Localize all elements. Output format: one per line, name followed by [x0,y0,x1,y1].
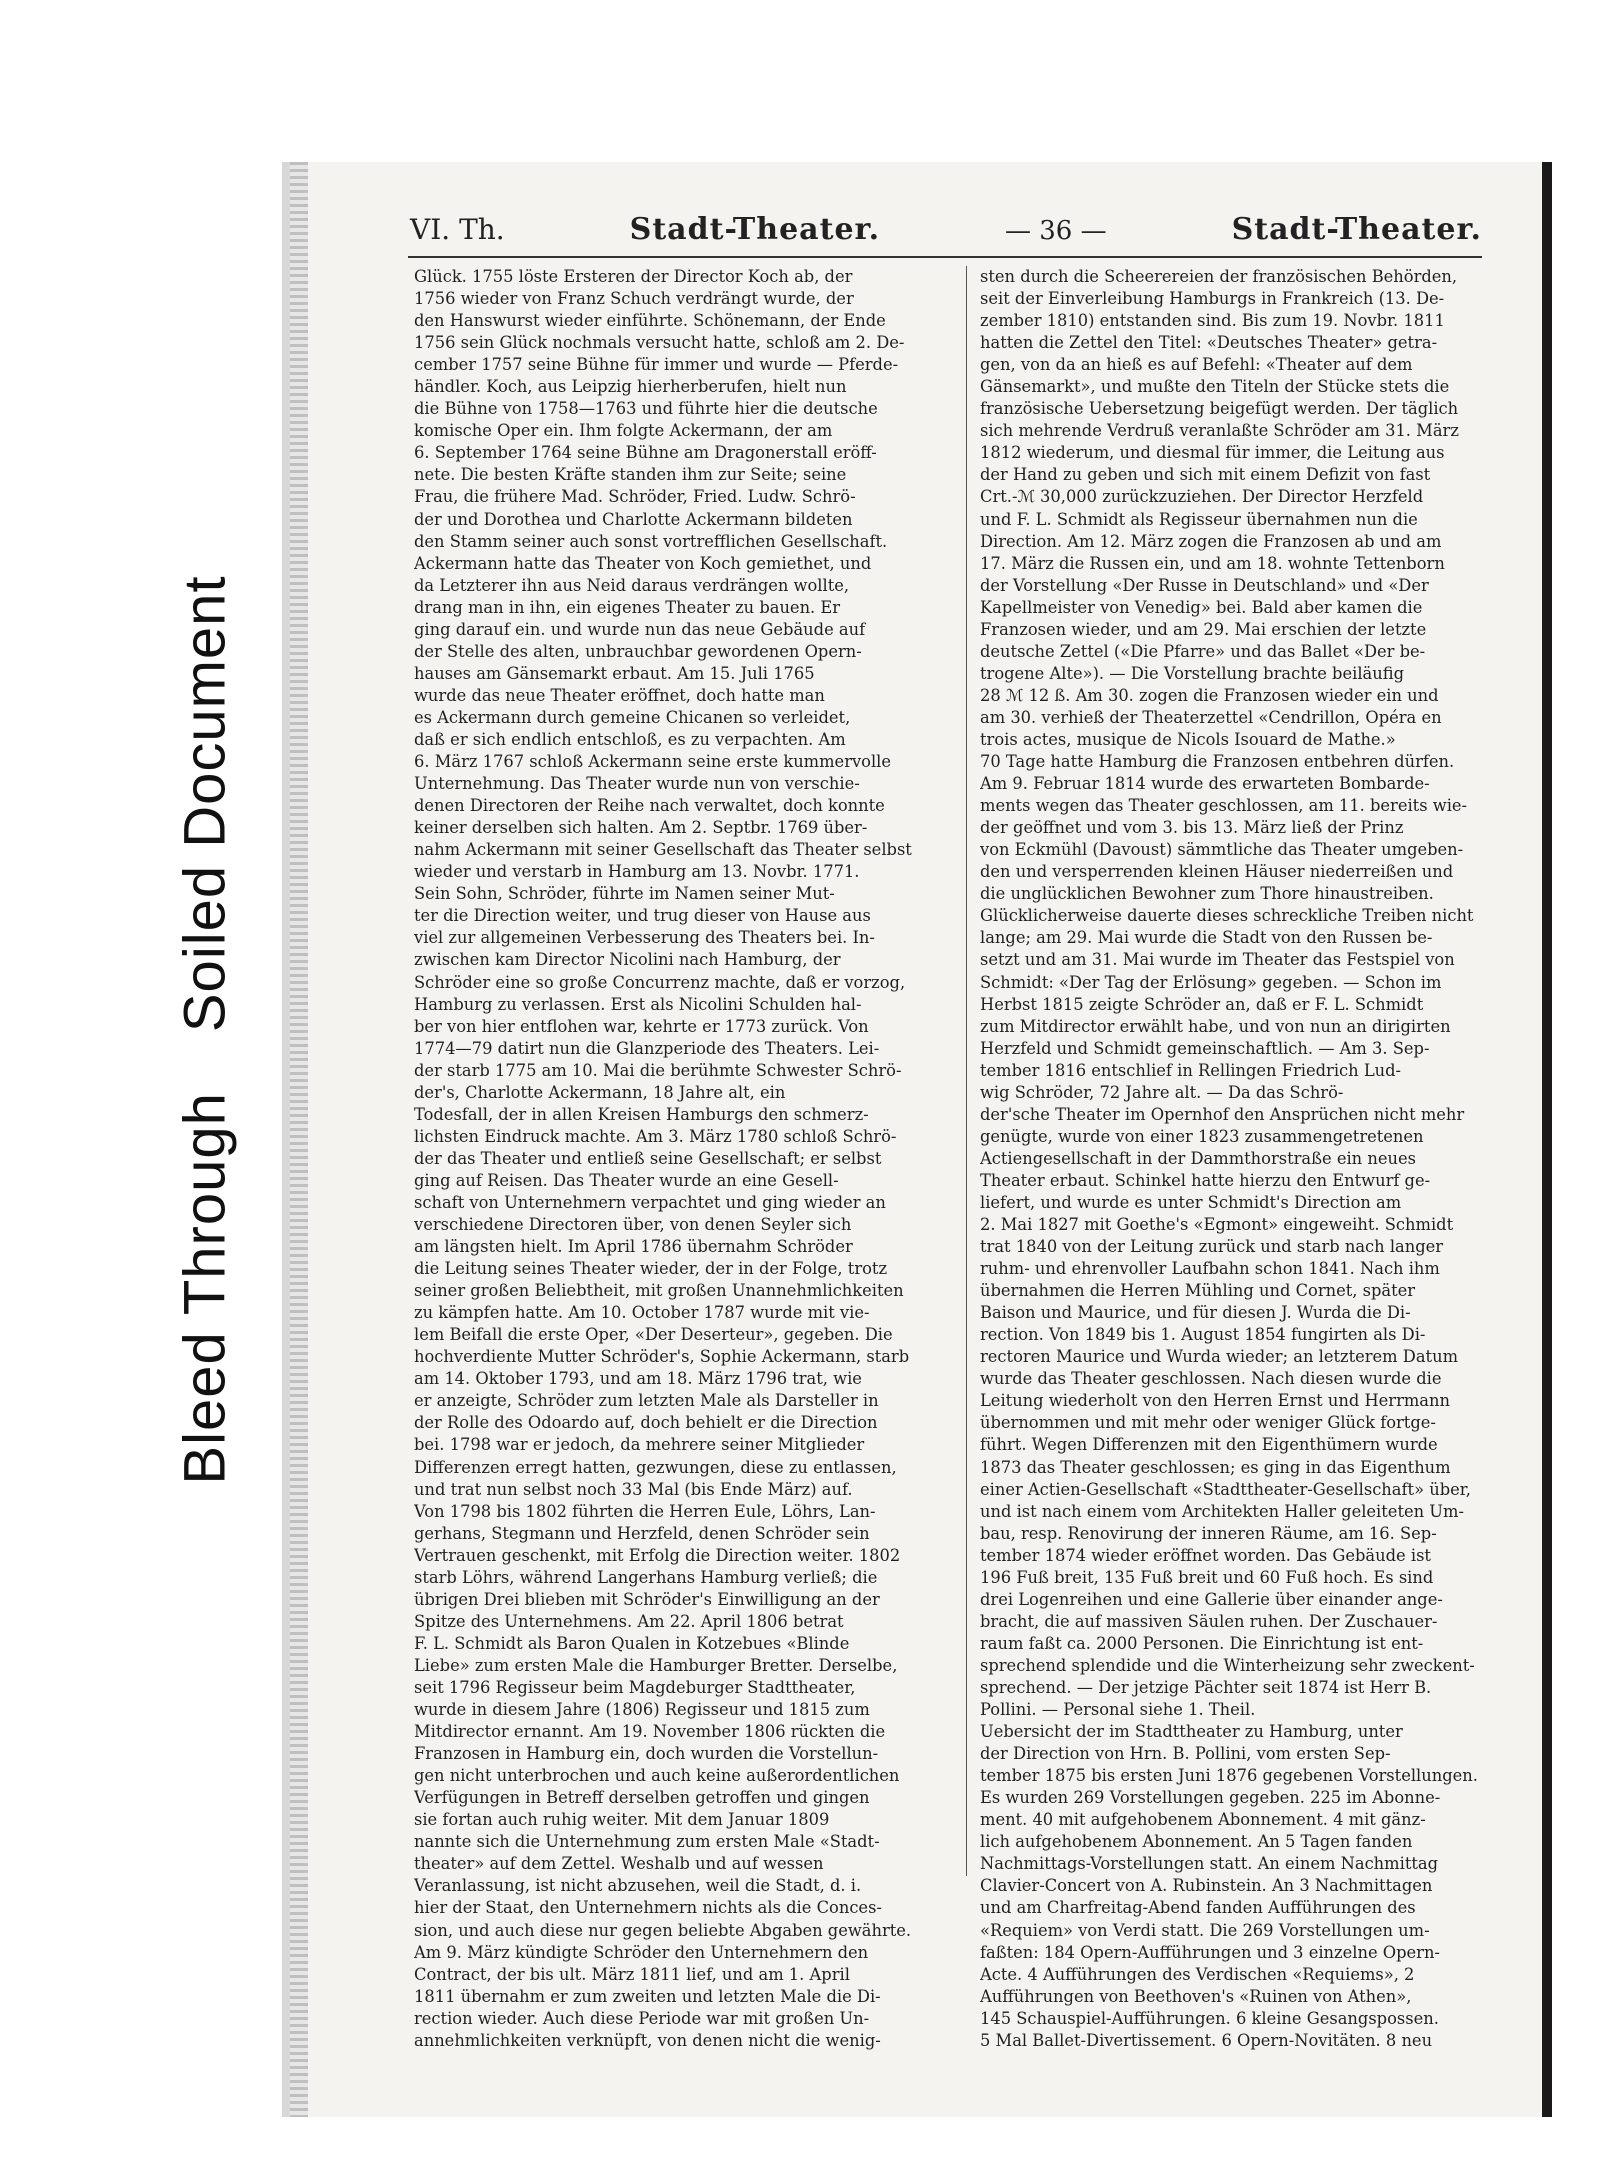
text-line: übernommen und mit mehr oder weniger Glück fortge- [980,1413,1436,1433]
text-line: gen nicht unterbrochen und auch keine außerordentlichen [414,1766,900,1786]
text-line: Am 9. März kündigte Schröder den Unternehmern den [414,1942,869,1962]
text-line: zwischen kam Director Nicolini nach Hamburg, der [414,950,841,970]
text-line: 1774—79 datirt nun die Glanzperiode des Theaters. Lei- [414,1038,880,1058]
text-line: Acte. 4 Aufführungen des Verdischen «Requiems», 2 [980,1964,1415,1984]
text-line: 1756 sein Glück nochmals versucht hatte, schloß am 2. De- [414,333,905,353]
text-line: Glücklicherweise dauerte dieses schreckliche Treiben nicht [980,906,1474,926]
text-line: Von 1798 bis 1802 führten die Herren Eule, Löhrs, Lan- [414,1501,876,1521]
text-line: Schmidt: «Der Tag der Erlösung» gegeben. — Schon im [980,972,1442,992]
text-line: den Stamm seiner auch sonst vortrefflichen Gesellschaft. [414,531,888,551]
text-line: Frau, die frühere Mad. Schröder, Fried. Ludw. Schrö- [414,487,856,507]
text-line: seit der Einverleibung Hamburgs in Frankreich (13. De- [980,289,1445,309]
text-line: daß er sich endlich entschloß, es zu verpachten. Am [414,729,846,749]
text-line: Clavier-Concert von A. Rubinstein. An 3 Nachmittagen [980,1876,1433,1896]
text-line: zum Mitdirector erwählt habe, und von nun an dirigirten [980,1016,1451,1036]
text-line: 1756 wieder von Franz Schuch verdrängt wurde, der [414,289,854,309]
text-line: der geöffnet und vom 3. bis 13. März ließ der Prinz [980,818,1404,838]
text-line: am längsten hielt. Im April 1786 übernahm Schröder [414,1237,853,1257]
text-line: führt. Wegen Differenzen mit den Eigenthümern wurde [980,1435,1438,1455]
text-line: lich aufgehobenem Abonnement. An 5 Tagen fanden [980,1832,1413,1852]
text-line: schaft von Unternehmern verpachtet und ging wieder an [414,1192,886,1212]
text-line: Differenzen erregt hatten, gezwungen, diese zu entlassen, [414,1457,897,1477]
text-line: ging darauf ein. und wurde nun das neue Gebäude auf [414,619,866,639]
page-number: — 36 — [1005,216,1107,246]
text-line: sten durch die Scheerereien der französischen Behörden, [980,267,1458,286]
running-title-left: Stadt-Theater. [629,212,881,247]
text-line: Es wurden 269 Vorstellungen gegeben. 225 im Abonne- [980,1788,1441,1808]
text-line: «Requiem» von Verdi statt. Die 269 Vorstellungen um- [980,1920,1430,1940]
text-line: rectoren Maurice und Wurda wieder; an letzterem Datum [980,1347,1459,1367]
scanned-page [282,162,1552,2117]
text-column-right [980,266,1528,2052]
text-line: Baison und Maurice, und für diesen J. Wurda die Di- [980,1303,1411,1323]
text-line: Unternehmung. Das Theater wurde nun von verschie- [414,774,860,794]
text-line: der Vorstellung «Der Russe in Deutschland» und «Der [980,575,1429,595]
text-line: da Letzterer ihn aus Neid daraus verdrängen wollte, [414,575,850,595]
text-line: hatten die Zettel den Titel: «Deutsches Theater» getra- [980,333,1438,353]
stamp-label [172,575,239,1484]
text-line: sion, und auch diese nur gegen beliebte Abgaben gewährte. [414,1920,912,1940]
text-line: wig Schröder, 72 Jahre alt. — Da das Schrö- [980,1082,1344,1102]
text-line: verschiedene Directoren über, von denen Seyler sich [414,1215,852,1235]
text-line: die unglücklichen Bewohner zum Thore hinaustreiben. [980,884,1434,904]
text-line: Todesfall, der in allen Kreisen Hamburgs den schmerz- [414,1104,869,1124]
text-line: deutsche Zettel («Die Pfarre» und das Ballet «Der be- [980,641,1426,661]
text-line: am 14. Oktober 1793, und am 18. März 1796 trat, wie [414,1369,862,1389]
text-line: 1812 wiederum, und diesmal für immer, die Leitung aus [980,443,1445,463]
text-line: ging auf Reisen. Das Theater wurde an eine Gesell- [414,1170,839,1190]
text-line: und am Charfreitag-Abend fanden Aufführungen des [980,1898,1416,1918]
text-line: lange; am 29. Mai wurde die Stadt von den Russen be- [980,928,1433,948]
text-line: der Direction von Hrn. B. Pollini, vom ersten Sep- [980,1744,1391,1764]
text-line: ment. 40 mit aufgehobenem Abonnement. 4 mit gänz- [980,1810,1426,1830]
text-line: faßten: 184 Opern-Aufführungen und 3 einzelne Opern- [980,1942,1440,1962]
text-line: der Stelle des alten, unbrauchbar gewordenen Opern- [414,641,862,661]
header-rule [408,256,1482,258]
text-line: hochverdiente Mutter Schröder's, Sophie Ackermann, starb [414,1347,910,1367]
text-line: Am 9. Februar 1814 wurde des erwarteten Bombarde- [980,774,1430,794]
text-line: Liebe» zum ersten Male die Hamburger Bretter. Derselbe, [414,1655,898,1675]
text-line: der das Theater und entließ seine Gesellschaft; er selbst [414,1148,882,1168]
text-line: ments wegen das Theater geschlossen, am 11. bereits wie- [980,796,1468,816]
text-line: denen Directoren der Reihe nach verwaltet, doch konnte [414,796,885,816]
text-line: theater» auf dem Zettel. Weshalb und auf wessen [414,1854,824,1874]
text-line: seiner großen Beliebtheit, mit großen Unannehmlichkeiten [414,1281,904,1301]
text-line: Mitdirector ernannt. Am 19. November 1806 rückten die [414,1722,886,1742]
text-line: und ist nach einem vom Architekten Haller geleiteten Um- [980,1501,1464,1521]
text-line: Schröder eine so große Concurrenz machte, daß er vorzog, [414,972,906,992]
text-line: wurde das neue Theater eröffnet, doch hatte man [414,685,825,705]
text-line: der und Dorothea und Charlotte Ackermann bildeten [414,509,853,529]
stamp-soiled-document: Soiled Document [172,575,238,1033]
text-line: Franzosen wieder, und am 29. Mai erschien der letzte [980,619,1427,639]
page-header [410,212,1482,252]
text-line: annehmlichkeiten verknüpft, von denen nicht die wenig- [414,2030,881,2050]
text-line: starb Löhrs, während Langerhans Hamburg verließ; die [414,1567,878,1587]
running-title-right: Stadt-Theater. [1231,212,1482,247]
text-line: und F. L. Schmidt als Regisseur übernahmen nun die [980,509,1418,529]
text-line: drei Logenreihen und eine Gallerie über einander ange- [980,1589,1443,1609]
text-line: ter die Direction weiter, und trug dieser von Hause aus [414,906,871,926]
text-line: Verfügungen in Betreff derselben getroffen und gingen [414,1788,870,1808]
text-line: Sein Sohn, Schröder, führte im Namen seiner Mut- [414,884,835,904]
text-line: von Eckmühl (Davoust) sämmtliche das Theater umgeben- [980,840,1464,860]
text-line: zember 1810) entstanden sind. Bis zum 19. Novbr. 1811 [980,311,1445,331]
text-line: Ackermann hatte das Theater von Koch gemiethet, und [414,553,872,573]
text-line: rection wieder. Auch diese Periode war mit großen Un- [414,2008,870,2028]
text-line: übrigen Drei blieben mit Schröder's Einwilligung an der [414,1589,880,1609]
text-line: nahm Ackermann mit seiner Gesellschaft das Theater selbst [414,840,912,860]
text-line: die Bühne von 1758—1763 und führte hier die deutsche [414,399,878,419]
text-line: Spitze des Unternehmens. Am 22. April 1806 betrat [414,1611,844,1631]
text-line: komische Oper ein. Ihm folgte Ackermann, der am [414,421,833,441]
text-line: rection. Von 1849 bis 1. August 1854 fungirten als Di- [980,1325,1426,1345]
text-line: der Rolle des Odoardo auf, doch behielt er die Direction [414,1413,878,1433]
text-line: Uebersicht der im Stadttheater zu Hamburg, unter [980,1722,1403,1742]
text-line: französische Uebersetzung beigefügt werden. Der täglich [980,399,1459,419]
text-line: seit 1796 Regisseur beim Magdeburger Stadttheater, [414,1678,856,1697]
text-line: übernahmen die Herren Mühling und Cornet, später [980,1281,1416,1301]
text-line: bei. 1798 war er jedoch, da mehrere seiner Mitglieder [414,1435,865,1455]
text-line: trois actes, musique de Nicols Isouard de Mathe.» [980,729,1396,749]
text-line: gen, von da an hieß es auf Befehl: «Theater auf dem [980,355,1413,375]
text-line: bau, resp. Renovirung der inneren Räume, am 16. Sep- [980,1523,1437,1543]
text-line: Direction. Am 12. März zogen die Franzosen ab und am [980,531,1442,551]
text-line: Gänsemarkt», und mußte den Titeln der Stücke stets die [980,377,1450,397]
text-line: F. L. Schmidt als Baron Qualen in Kotzebues «Blinde [414,1633,850,1653]
section-label: VI. Th. [410,213,505,246]
text-line: einer Actien-Gesellschaft «Stadttheater-Gesellschaft» über, [980,1479,1471,1499]
text-line: bracht, die auf massiven Säulen ruhen. Der Zuschauer- [980,1611,1438,1631]
text-line: 5 Mal Ballet-Divertissement. 6 Opern-Novitäten. 8 neu [980,2030,1433,2050]
text-line: zu kämpfen hatte. Am 10. October 1787 wurde mit vie- [414,1303,870,1323]
text-line: Pollini. — Personal siehe 1. Theil. [980,1700,1256,1720]
text-line: 17. März die Russen ein, und am 18. wohnte Tettenborn [980,553,1445,573]
text-line: lem Beifall die erste Oper, «Der Deserteur», gegeben. Die [414,1325,893,1345]
text-line: nete. Die besten Kräfte standen ihm zur Seite; seine [414,465,847,485]
text-line: hauses am Gänsemarkt erbaut. Am 15. Juli 1765 [414,663,815,683]
text-line: am 30. verhieß der Theaterzettel «Cendrillon, Opéra en [980,707,1442,727]
text-line: 1873 das Theater geschlossen; es ging in das Eigenthum [980,1457,1451,1477]
text-line: Franzosen in Hamburg ein, doch wurden die Vorstellun- [414,1744,879,1764]
page-spine [290,162,308,2117]
text-line: tember 1875 bis ersten Juni 1876 gegebenen Vorstellungen. [980,1766,1478,1786]
text-line: händler. Koch, aus Leipzig hierherberufen, hielt nun [414,377,847,397]
stamp-bleed-through: Bleed Through [172,1092,238,1485]
text-line: den Hanswurst wieder einführte. Schönemann, der Ende [414,311,886,331]
text-line: tember 1816 entschlief in Rellingen Friedrich Lud- [980,1060,1402,1080]
text-line: Herzfeld und Schmidt gemeinschaftlich. — Am 3. Sep- [980,1038,1430,1058]
text-line: es Ackermann durch gemeine Chicanen so verleidet, [414,707,851,727]
text-line: 196 Fuß breit, 135 Fuß breit und 60 Fuß hoch. Es sind [980,1567,1434,1587]
text-line: Nachmittags-Vorstellungen statt. An einem Nachmittag [980,1854,1439,1874]
text-line: tember 1874 wieder eröffnet worden. Das Gebäude ist [980,1545,1431,1565]
text-line: lichsten Eindruck machte. Am 3. März 1780 schloß Schrö- [414,1126,897,1146]
text-line: Veranlassung, ist nicht abzusehen, weil die Stadt, d. i. [414,1876,862,1896]
text-line: Hamburg zu verlassen. Erst als Nicolini Schulden hal- [414,994,862,1014]
text-line: Herbst 1815 zeigte Schröder an, daß er F. L. Schmidt [980,994,1424,1014]
text-line: Contract, der bis ult. März 1811 lief, und am 1. April [414,1964,850,1984]
text-line: keiner derselben sich halten. Am 2. Septbr. 1769 über- [414,818,868,838]
text-line: ruhm- und ehrenvoller Laufbahn schon 1841. Nach ihm [980,1259,1440,1279]
text-column-left [414,266,954,2052]
text-line: Crt.-ℳ 30,000 zurückzuziehen. Der Director Herzfeld [980,487,1424,507]
text-line: 6. März 1767 schloß Ackermann seine erste kummervolle [414,752,892,772]
text-line: Actiengesellschaft in der Dammthorstraße ein neues [980,1148,1416,1168]
text-line: trat 1840 von der Leitung zurück und starb nach langer [980,1237,1444,1257]
text-line: ber von hier entflohen war, kehrte er 1773 zurück. Von [414,1016,869,1036]
text-line: er anzeigte, Schröder zum letzten Male als Darsteller in [414,1391,879,1411]
text-line: nannte sich die Unternehmung zum ersten Male «Stadt- [414,1832,880,1852]
text-line: Kapellmeister von Venedig» bei. Bald aber kamen die [980,597,1423,617]
text-line: drang man in ihn, ein eigenes Theater zu bauen. Er [414,597,841,617]
text-line: Aufführungen von Beethoven's «Ruinen von Athen», [980,1986,1412,2006]
text-line: gerhans, Stegmann und Herzfeld, denen Schröder sein [414,1523,870,1543]
overlay-stamp [140,440,270,1620]
text-line: den und versperrenden kleinen Häuser niederreißen und [980,862,1454,882]
text-line: wurde in diesem Jahre (1806) Regisseur und 1815 zum [414,1700,870,1720]
text-line: liefert, und wurde es unter Schmidt's Direction am [980,1192,1402,1212]
text-line: und trat nun selbst noch 33 Mal (bis Ende März) auf. [414,1479,853,1499]
text-line: viel zur allgemeinen Verbesserung des Theaters bei. In- [414,928,875,948]
text-line: 2. Mai 1827 mit Goethe's «Egmont» eingeweiht. Schmidt [980,1215,1454,1235]
text-line: sprechend splendide und die Winterheizung sehr zweckent- [980,1655,1475,1675]
text-line: Vertrauen geschenkt, mit Erfolg die Direction weiter. 1802 [414,1545,901,1565]
text-line: setzt und am 31. Mai wurde im Theater das Festspiel von [980,950,1455,970]
text-line: sie fortan auch ruhig weiter. Mit dem Januar 1809 [414,1810,830,1830]
text-line: Theater erbaut. Schinkel hatte hierzu den Entwurf ge- [980,1170,1431,1190]
text-line: der starb 1775 am 10. Mai die berühmte Schwester Schrö- [414,1060,902,1080]
text-line: 145 Schauspiel-Aufführungen. 6 kleine Gesangspossen. [980,2008,1439,2028]
text-line: Leitung wiederholt von den Herren Ernst und Herrmann [980,1391,1450,1411]
text-line: sich mehrende Verdruß veranlaßte Schröder am 31. März [980,421,1459,441]
text-line: genügte, wurde von einer 1823 zusammengetretenen [980,1126,1424,1146]
text-line: sprechend. — Der jetzige Pächter seit 1874 ist Herr B. [980,1678,1432,1697]
text-line: wurde das Theater geschlossen. Nach diesen wurde die [980,1369,1442,1389]
text-line: der Hand zu geben und sich mit einem Defizit von fast [980,465,1431,485]
text-line: raum faßt ca. 2000 Personen. Die Einrichtung ist ent- [980,1633,1424,1653]
text-line: wieder und verstarb in Hamburg am 13. Novbr. 1771. [414,862,860,882]
text-line: 28 ℳ 12 ß. Am 30. zogen die Franzosen wieder ein und [980,685,1439,705]
text-line: hier der Staat, den Unternehmern nichts als die Conces- [414,1898,882,1918]
text-line: 1811 übernahm er zum zweiten und letzten Male die Di- [414,1986,881,2006]
column-divider [966,266,967,1876]
text-line: trogene Alte»). — Die Vorstellung brachte beiläufig [980,663,1404,683]
text-line: cember 1757 seine Bühne für immer und wurde — Pferde- [414,355,899,375]
text-line: 70 Tage hatte Hamburg die Franzosen entbehren dürfen. [980,752,1455,772]
text-line: der'sche Theater im Opernhof den Ansprüchen nicht mehr [980,1104,1465,1124]
text-line: 6. September 1764 seine Bühne am Dragonerstall eröff- [414,443,877,463]
text-line: die Leitung seines Theater wieder, der in der Folge, trotz [414,1259,888,1279]
text-line: Glück. 1755 löste Ersteren der Director Koch ab, der [414,267,853,286]
text-line: der's, Charlotte Ackermann, 18 Jahre alt, ein [414,1082,786,1102]
